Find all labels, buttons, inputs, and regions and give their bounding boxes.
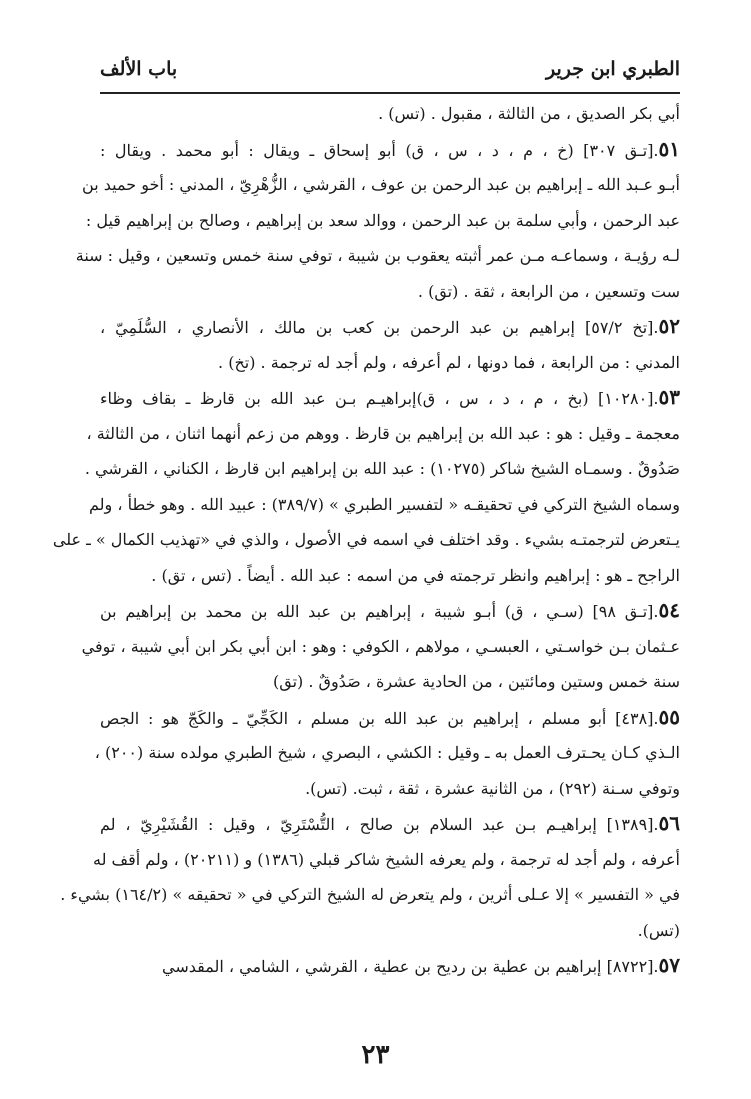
entry-block	[60, 806, 680, 948]
entry-block	[75, 132, 681, 310]
entry-text: عـثمان بـن خواسـتي ، العبسـي ، مولاهم ، الكوفي : وهو : ابن أبي بكر ابن أبي شيبة ، توفي	[81, 636, 680, 656]
entry-text: صَدُوقٌ . وسمـاه الشيخ شاكر (١٠٢٧٥) : عبد الله بن إبراهيم ابن قارظ ، الكناني ، القرشي .	[84, 459, 680, 478]
entry-text: وتوفي سـنة (٢٩٢) ، من الثانية عشرة ، ثقة ، ثبت. (تس).	[305, 778, 680, 798]
header-book-title: الطبري ابن جرير	[545, 58, 680, 80]
entry-text: .[٤٣٨] أبو مسلم ، إبراهيم بن عبد الله بن مسلم ، الكَجِّيّ ـ والكَجّ هو : الجص	[100, 708, 659, 728]
entry-line	[81, 629, 680, 665]
entry-line	[100, 274, 680, 310]
entry-text: ست وتسعين ، من الرابعة ، ثقة . (تق) .	[417, 281, 680, 301]
entry-block	[52, 380, 680, 593]
entry-text: الـذي كـان يحـترف العمل به ـ وقيل : الكشي ، البصري ، شيخ الطبري مولده سنة (٢٠٠) ،	[94, 743, 680, 762]
entry-line	[85, 203, 680, 239]
entry-number: ٥١	[658, 136, 681, 161]
entry-text: عبد الرحمن ، وأبي سلمة بن عبد الرحمن ، ووالد سعد بن إبراهيم ، وصالح بن إبراهيم قيل :	[85, 210, 680, 230]
entry-text: .[تخ ٥٧/٢] إبراهيم بن عبد الرحمن بن كعب بن مالك ، الأنصاري ، السُّلَمِيّ ،	[100, 318, 659, 337]
entry-number: ٥٣	[658, 385, 680, 409]
entry-number: ٥٥	[658, 704, 680, 729]
entry-text: .[١٣٨٩] إبراهيـم بـن عبد السلام بن صالح ، التُّسْتَرِيّ ، وقيل : القُشَيْرِيّ ، لم	[100, 815, 659, 834]
entry-text: سنة خمس وستين ومائتين ، من الحادية عشرة ، صَدُوقٌ . (تق)	[272, 672, 680, 691]
entry-block	[100, 948, 680, 984]
entry-line	[93, 842, 680, 878]
entry-line	[100, 806, 680, 842]
entry-line	[100, 948, 680, 984]
entry-line	[52, 522, 680, 558]
entry-line	[82, 167, 680, 203]
header-chapter-title: باب الألف	[100, 58, 178, 80]
entry-line	[100, 771, 680, 807]
entry-line	[100, 913, 680, 949]
entry-line	[100, 96, 680, 132]
entry-line	[94, 735, 680, 771]
entry-block	[94, 700, 680, 807]
entry-number: ٥٧	[658, 953, 680, 977]
entry-line	[100, 345, 680, 381]
entry-line	[100, 593, 680, 629]
entry-text: .[تـق ٣٠٧] (خ ، م ، د ، س ، ق) أبو إسحاق ـ ويقال : أبو محمد . ويقال :	[100, 140, 659, 160]
entry-number: ٥٢	[658, 314, 680, 338]
entry-line	[100, 309, 680, 345]
entry-line	[100, 700, 680, 736]
entry-block	[81, 593, 680, 700]
entry-line	[100, 664, 680, 700]
entry-line	[100, 132, 680, 168]
entry-text: أبـو عـبد الله ـ إبراهيم بن عبد الرحمن بن عوف ، القرشي ، الزُّهْرِيّ ، المدني : أخو حميد بن	[82, 175, 680, 194]
entry-text: لـه رؤيـة ، وسماعـه مـن عمر أثبته يعقوب بن شيبة ، توفي سنة خمس وتسعين ، وقيل : سنة	[75, 246, 680, 265]
entry-text: في « التفسير » إلا عـلى أثرين ، ولم يتعرض له الشيخ التركي في « تحقيقه » (١٦٤/٢) بشيء .	[60, 885, 680, 904]
entry-text: .[١٠٢٨٠] (بخ ، م ، د ، س ، ق)إبراهيـم بـن عبد الله بن قارظ ـ بقاف وظاء	[100, 389, 659, 408]
entry-block	[100, 96, 680, 132]
entry-text: أعرفه ، ولم أجد له ترجمة ، ولم يعرفه الشيخ شاكر قبلي (١٣٨٦) و (٢٠٢١١) ، ولم أقف له	[93, 849, 680, 869]
entry-text: الراجح ـ هو : إبراهيم وانظر ترجمته في من اسمه : عبد الله . أيضاً . (تس ، تق) .	[151, 565, 680, 585]
entry-line	[100, 558, 680, 594]
entry-text: المدني : من الرابعة ، فما دونها ، لم أعرفه ، ولم أجد له ترجمة . (تخ) .	[218, 352, 680, 372]
entry-text: .[٨٧٢٢] إبراهيم بن عطية بن رديح بن عطية ، القرشي ، الشامي ، المقدسي	[162, 957, 659, 976]
entry-block	[100, 309, 680, 380]
running-header	[100, 50, 680, 90]
header-rule	[100, 92, 680, 94]
entries-body	[52, 96, 681, 984]
page-number: ٢٣	[361, 1040, 390, 1070]
entry-text: (تس).	[637, 920, 680, 940]
entry-text: .[تـق ٩٨] (سـي ، ق) أبـو شيبة ، إبراهيم بن عبد الله بن محمد بن إبراهيم بن	[100, 602, 659, 621]
entry-line	[75, 238, 680, 274]
entry-text: وسماه الشيخ التركي في تحقيقـه « لتفسير الطبري » (٣٨٩/٧) : عبيد الله . وهو خطأ ، ولم	[88, 494, 680, 514]
entry-text: أبي بكر الصديق ، من الثالثة ، مقبول . (تس) .	[378, 104, 680, 123]
entry-text: معجمة ـ وقيل : هو : عبد الله بن إبراهيم بن قارظ . ووهم من زعم أنهما اثنان ، من الثالثة ،	[86, 423, 680, 443]
entry-number: ٥٤	[658, 598, 680, 622]
entry-number: ٥٦	[658, 811, 680, 835]
entry-line	[84, 451, 680, 487]
entry-line	[88, 487, 680, 523]
entry-line	[86, 416, 680, 452]
entry-line	[100, 380, 680, 416]
entry-text: يـتعرض لترجمتـه بشيء . وقد اختلف في اسمه في الأصول ، والذي في «تهذيب الكمال » ـ على	[52, 530, 680, 549]
entry-line	[60, 877, 680, 913]
